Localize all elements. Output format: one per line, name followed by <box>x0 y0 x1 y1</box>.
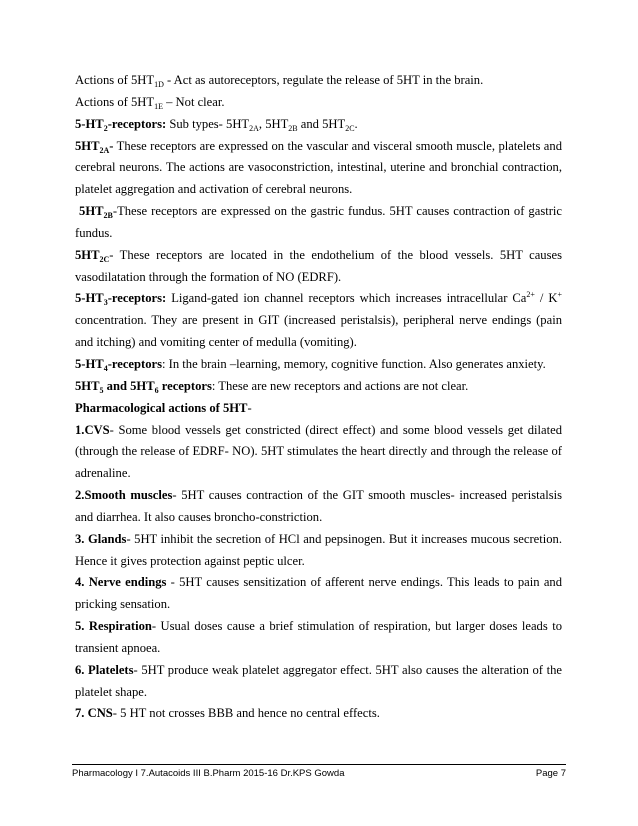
text: Actions of 5HT <box>75 73 155 87</box>
action-cns: 7. CNS- 5 HT not crosses BBB and hence no central effects. <box>75 706 380 721</box>
footer-divider <box>72 764 566 765</box>
document-body <box>75 70 562 725</box>
action-heading: 6. Platelets <box>75 662 134 677</box>
action-glands: 3. Glands- 5HT inhibit the secretion of HCl and pepsinogen. But it increases mucous secretion. Hence it gives protection against peptic ulcer. <box>75 531 562 568</box>
heading-5ht5-6: $5HT_5$ and $5HT_6$ receptors <box>75 378 212 395</box>
paragraph-5ht2-receptors: $5-HT_2$-receptors: Sub types- $5HT_{2A}$, $5HT_{2B}$ and $5HT_{2C}$. <box>75 116 358 133</box>
action-heading: 5. Respiration <box>75 619 152 634</box>
subscript: 1D <box>154 80 164 89</box>
action-heading: 3. Glands <box>75 531 127 546</box>
heading-5ht4: $5-HT_4$-receptors <box>75 356 162 373</box>
action-heading: 1.CVS <box>75 422 110 437</box>
action-nerve-endings: 4. Nerve endings - 5HT causes sensitization of afferent nerve endings. This leads to pain and pricking sensation. <box>75 575 562 612</box>
text: - Act as autoreceptors, regulate the release of 5HT in the brain. <box>163 73 484 87</box>
paragraph-5ht1e <box>75 92 562 114</box>
action-heading: 4. Nerve endings <box>75 575 167 590</box>
paragraph-5ht4-receptors: $5-HT_4$-receptors: In the brain –learning, memory, cognitive function. Also generates anxiety. <box>75 356 546 373</box>
footer-course-info: Pharmacology I 7.Autacoids III B.Pharm 2015-16 Dr.KPS Gowda <box>72 768 345 779</box>
text: Actions of 5HT <box>75 94 155 109</box>
subscript: 1E <box>154 101 163 111</box>
action-heading: 2.Smooth muscles <box>75 488 173 503</box>
heading-5ht2: $5-HT_2$-receptors: <box>75 116 167 133</box>
action-respiration: 5. Respiration- Usual doses cause a brief stimulation of respiration, but larger doses leads to transient apnoea. <box>75 619 562 655</box>
paragraph-5ht2b: $5HT_{2B}$-These receptors are expressed on the gastric fundus. 5HT causes contraction of gastric fundus. <box>75 204 562 240</box>
text: – Not clear. <box>162 94 225 109</box>
action-platelets: 6. Platelets- 5HT produce weak platelet aggregator effect. 5HT also causes the alteration of the platelet shape. <box>75 662 562 699</box>
action-cvs: 1.CVS- Some blood vessels get constricted (direct effect) and some blood vessels get dilated (through the release of EDRF- NO). 5HT stimulates the heart directly and through the release of adrenaline. <box>75 422 562 481</box>
paragraph-5ht2c: $5HT_{2C}-$ These receptors are located in the endothelium of the blood vessels. 5HT causes vasodilatation through the formation of NO (EDRF). <box>75 247 562 284</box>
heading-5ht2b: $5HT_{2B}$ <box>79 204 113 221</box>
paragraph-5ht1d <box>75 70 562 92</box>
paragraph-5ht3-receptors: $5-HT_3$-receptors: Ligand-gated ion channel receptors which increases intracellular $Ca^{2+} / K^+$ concentration. They are present in GIT (increased peristalsis), peripheral nerve endings (pain and itching) and vomiting center of medulla (vomiting). <box>75 290 563 350</box>
section-heading-pharmacological-actions: Pharmacological actions of 5HT- <box>75 400 252 415</box>
page-number: Page 7 <box>535 768 566 779</box>
action-heading: 7. CNS <box>75 706 113 721</box>
paragraph-5ht5-6-receptors: $5HT_5$ and $5HT_6$ receptors: These are new receptors and actions are not clear. <box>75 378 469 395</box>
heading-5ht2a: $5HT_{2A}-$ <box>75 138 114 155</box>
heading-5ht3: $5-HT_3$-receptors: <box>75 291 167 308</box>
heading-5ht2c: $5HT_{2C}$ <box>75 247 110 264</box>
action-smooth-muscles: 2.Smooth muscles- 5HT causes contraction of the GIT smooth muscles- increased peristalsis and diarrhea. It also causes broncho-constriction. <box>75 488 562 524</box>
paragraph-5ht2a: $5HT_{2A}-$ These receptors are expressed on the vascular and visceral smooth muscle, platelets and cerebral neurons. The actions are vasoconstriction, intestinal, uterine and bronchial contraction, platelet aggregation and activation of cerebral neurons. <box>75 138 562 197</box>
section-title: Pharmacological actions of 5HT <box>75 400 248 415</box>
